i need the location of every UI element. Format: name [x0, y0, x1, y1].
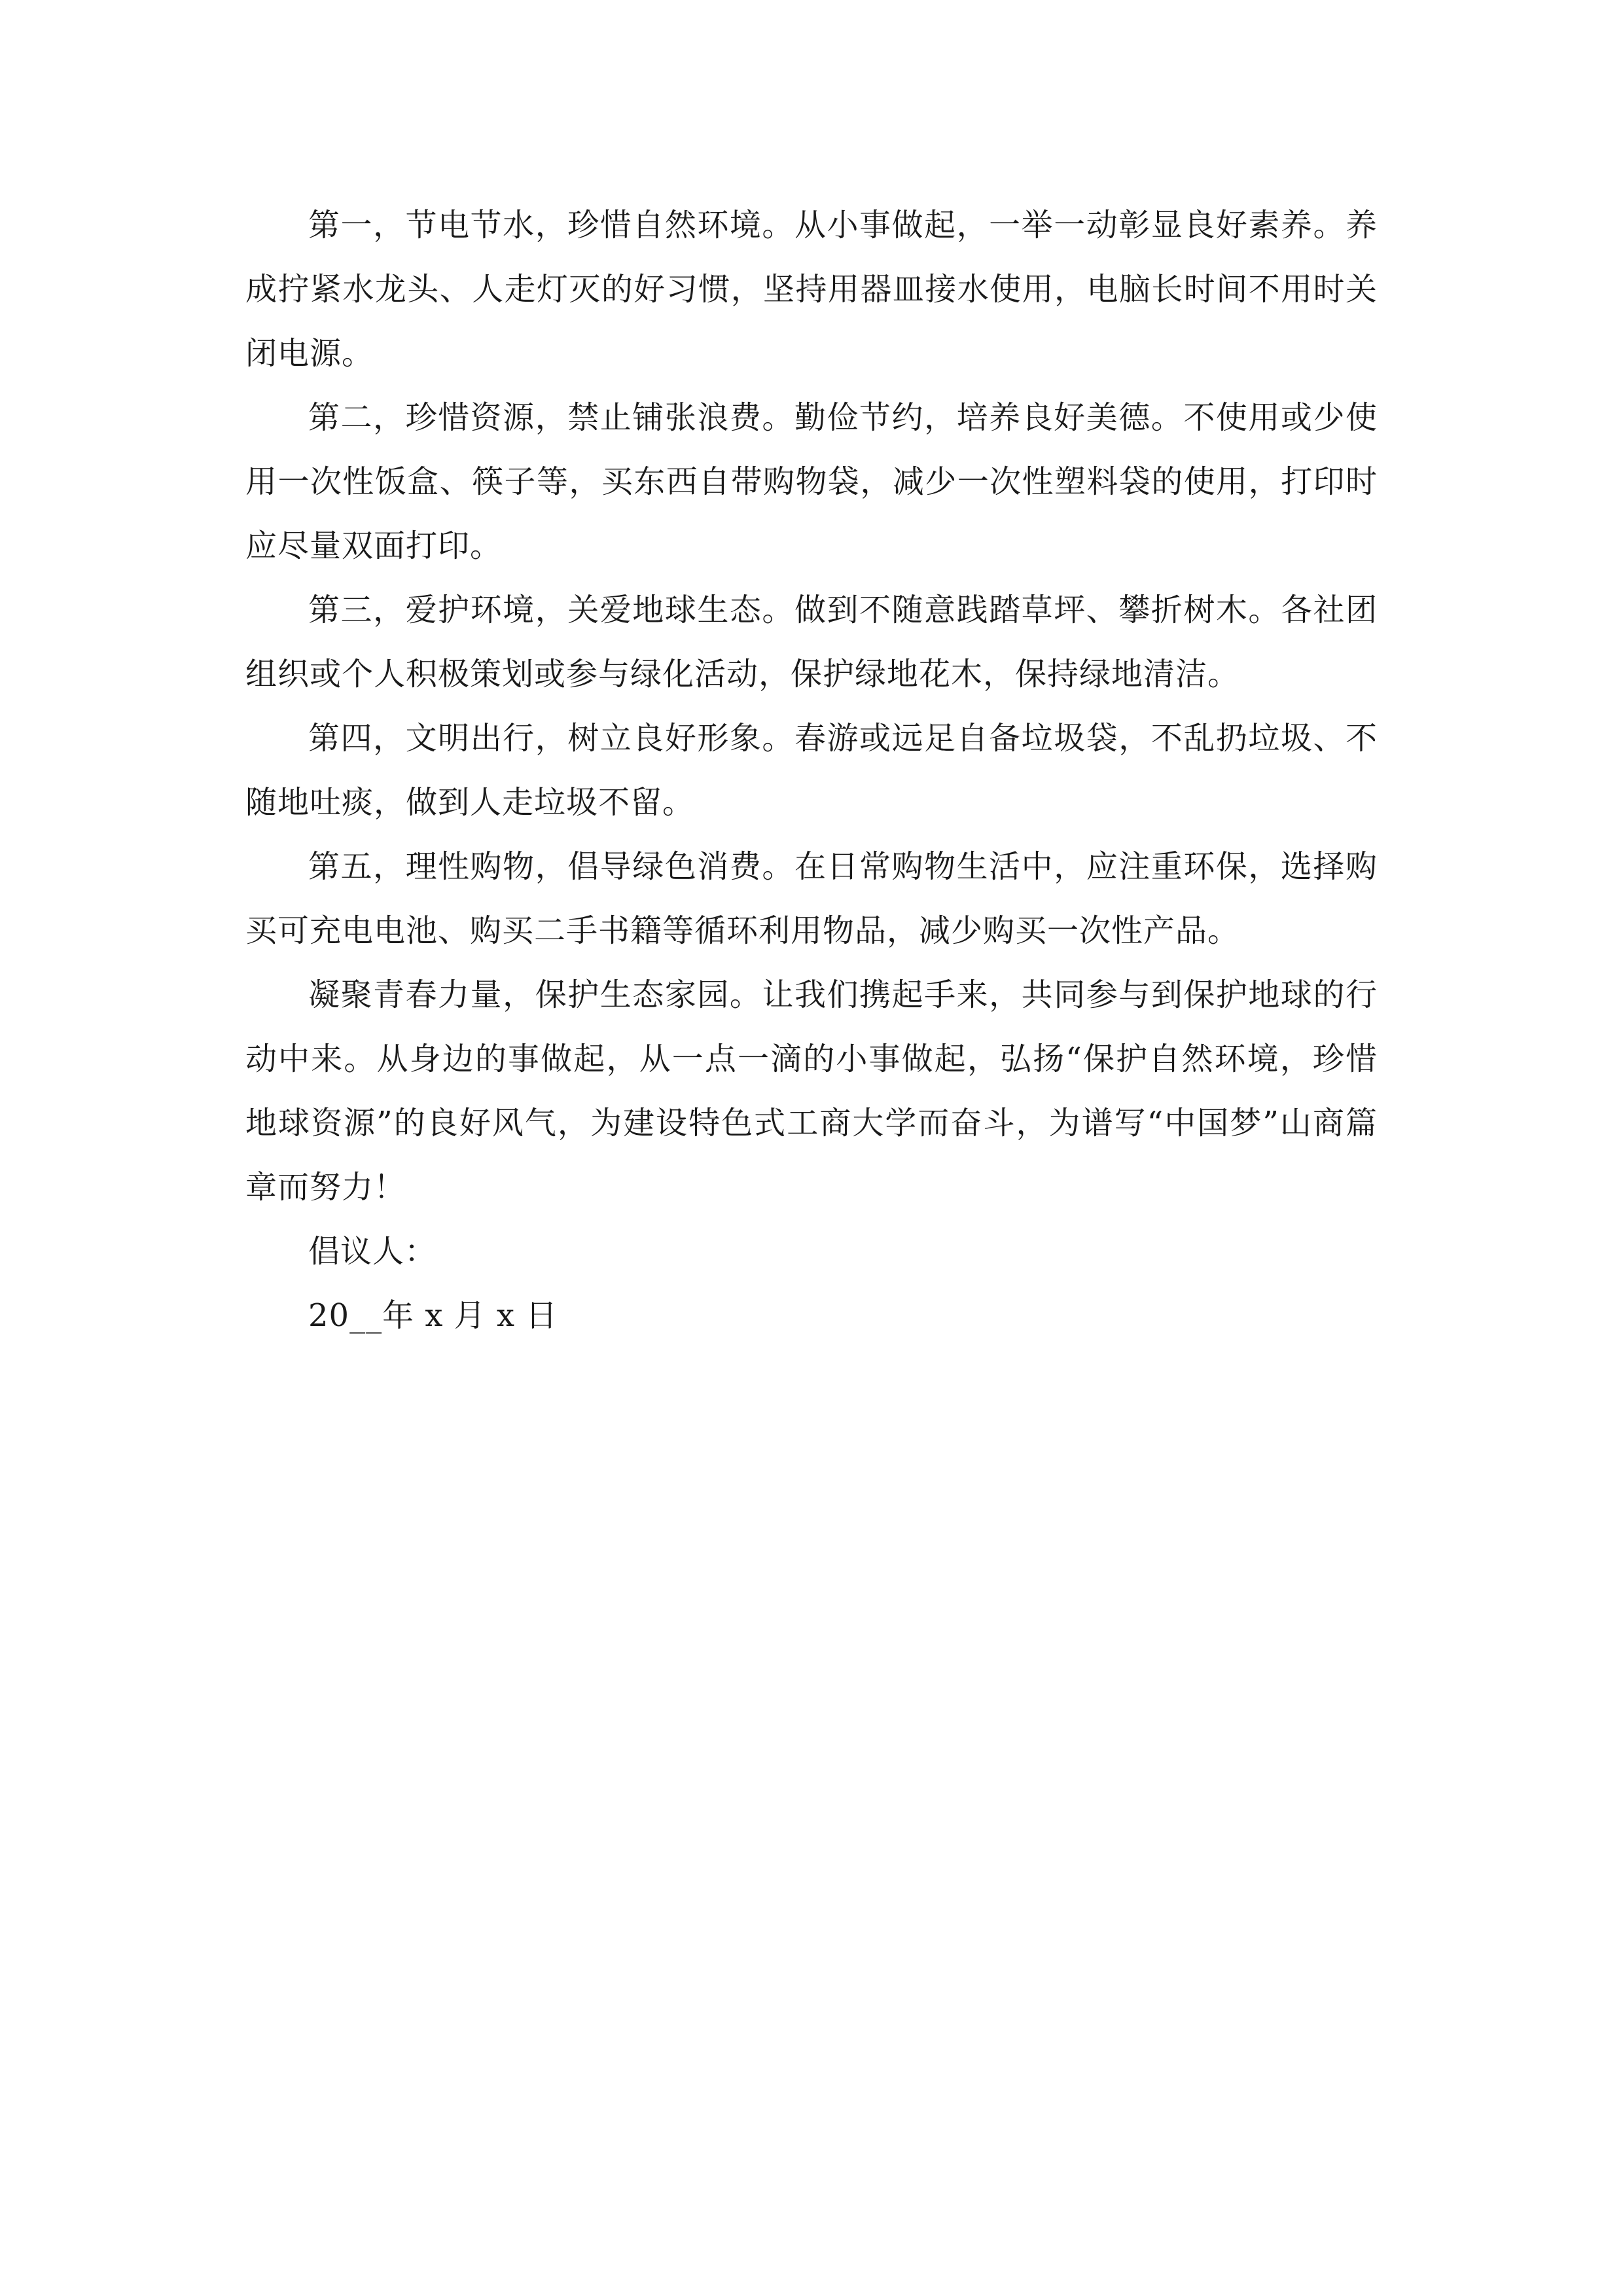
paragraph-6: 凝聚青春力量，保护生态家园。让我们携起手来，共同参与到保护地球的行动中来。从身边的事做起，从一点一滴的小事做起，弘扬“保护自然环境，珍惜地球资源”的良好风气，为建设特色式工商大学而奋斗，为谱写“中国梦”山商篇章而努力！	[245, 977, 1378, 1206]
paragraph-4: 第四，文明出行，树立良好形象。春游或远足自备垃圾袋，不乱扔垃圾、不随地吐痰，做到人走垃圾不留。	[245, 720, 1378, 821]
signature-label: 倡议人：	[308, 1233, 437, 1270]
document-body	[245, 193, 1378, 1348]
paragraph-2: 第二，珍惜资源，禁止铺张浪费。勤俭节约，培养良好美德。不使用或少使用一次性饭盒、筷子等，买东西自带购物袋，减少一次性塑料袋的使用，打印时应尽量双面打印。	[245, 399, 1378, 564]
paragraph-3: 第三，爱护环境，关爱地球生态。做到不随意践踏草坪、攀折树木。各社团组织或个人积极策划或参与绿化活动，保护绿地花木，保持绿地清洁。	[245, 592, 1378, 692]
paragraph-1: 第一，节电节水，珍惜自然环境。从小事做起，一举一动彰显良好素养。养成拧紧水龙头、人走灯灭的好习惯，坚持用器皿接水使用，电脑长时间不用时关闭电源。	[245, 207, 1378, 372]
paragraph-5: 第五，理性购物，倡导绿色消费。在日常购物生活中，应注重环保，选择购买可充电电池、购买二手书籍等循环利用物品，减少购买一次性产品。	[245, 848, 1378, 949]
date-line: 20__年 x 月 x 日	[308, 1297, 558, 1334]
